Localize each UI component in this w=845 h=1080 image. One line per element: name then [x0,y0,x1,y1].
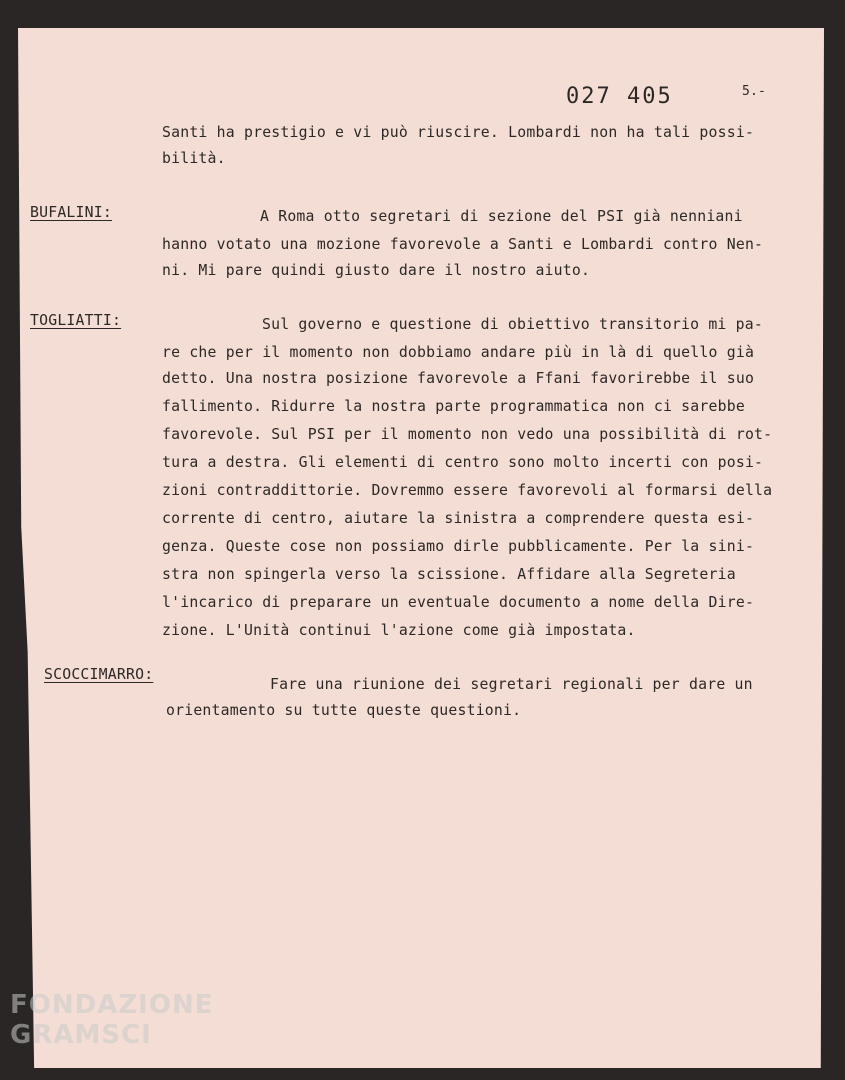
text-line: genza. Queste cose non possiamo dirle pubblicamente. Per la sini- [162,538,755,555]
text-line: zioni contraddittorie. Dovremmo essere favorevoli al formarsi della [162,482,773,499]
watermark-line1: FONDAZIONE [10,990,214,1020]
text-line: Fare una riunione dei segretari regionali per dare un [270,676,753,693]
watermark-line2: GRAMSCI [10,1020,152,1050]
text-line: favorevole. Sul PSI per il momento non vedo una possibilità di rot- [162,426,773,443]
page-number: 027 405 [566,84,673,109]
text-line: orientamento su tutte queste questioni. [166,702,522,719]
text-line: Sul governo e questione di obiettivo transitorio mi pa- [262,316,763,333]
text-line: stra non spingerla verso la scissione. Affidare alla Segreteria [162,566,736,583]
text-line: zione. L'Unità continui l'azione come già impostata. [162,622,636,639]
text-line: fallimento. Ridurre la nostra parte programmatica non ci sarebbe [162,398,745,415]
text-line: re che per il momento non dobbiamo andare più in là di quello già [162,344,755,361]
text-line: hanno votato una mozione favorevole a Santi e Lombardi contro Nen- [162,236,764,253]
text-line: bilità. [162,150,226,167]
text-line: detto. Una nostra posizione favorevole a Ffani favorirebbe il suo [162,370,755,387]
text-line: ni. Mi pare quindi giusto dare il nostro aiuto. [162,262,591,279]
text-line: tura a destra. Gli elementi di centro sono molto incerti con posi- [162,454,764,471]
text-line: A Roma otto segretari di sezione del PSI già nenniani [260,208,743,225]
speaker-label: SCOCCIMARRO: [44,666,154,683]
text-line: Santi ha prestigio e vi può riuscire. Lombardi non ha tali possi- [162,124,755,141]
text-line: l'incarico di preparare un eventuale documento a nome della Dire- [162,594,755,611]
speaker-label: BUFALINI: [30,204,112,221]
speaker-label: TOGLIATTI: [30,312,122,329]
text-line: corrente di centro, aiutare la sinistra a comprendere questa esi- [162,510,755,527]
fondazione-gramsci-watermark [10,990,213,1050]
page-number-block [566,84,673,109]
page-suffix: 5.- [742,84,767,99]
